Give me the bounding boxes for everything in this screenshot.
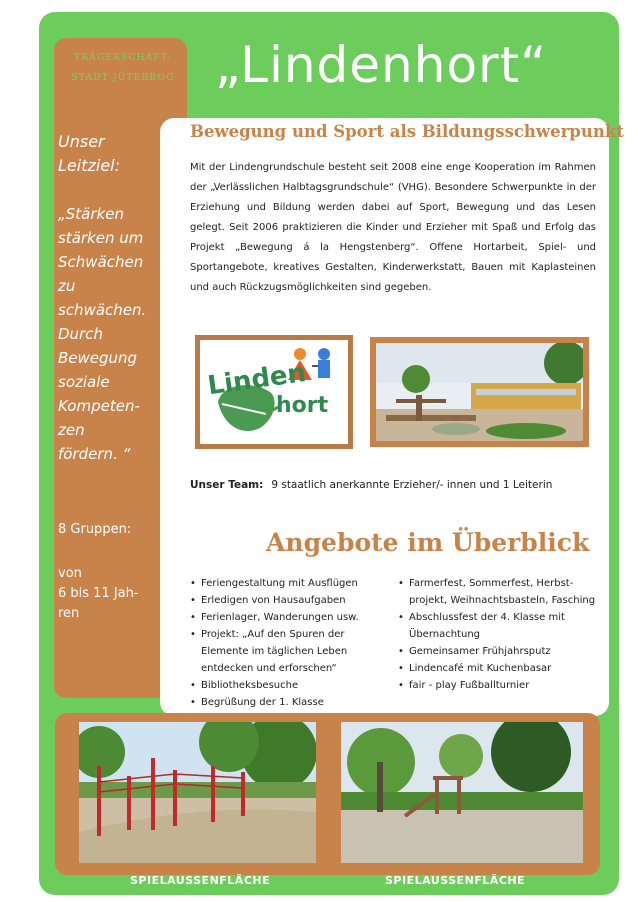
motto — [58, 202, 156, 466]
list-item: • Abschlussfest der 4. Klasse mit Übernachtung — [398, 609, 597, 643]
list-item: • Begrüßung der 1. Klasse — [190, 694, 400, 711]
angebote-list-right — [398, 575, 603, 694]
list-item: • Ferienlager, Wanderungen usw. — [190, 609, 400, 626]
logo-text-hort: hort — [276, 393, 329, 418]
playground-photo-left — [79, 722, 316, 863]
age-line: von — [58, 566, 82, 581]
boy-body — [318, 360, 330, 378]
team-label: Unser Team: — [190, 479, 264, 491]
logo-frame — [195, 335, 353, 449]
angebote-list-left — [190, 575, 400, 711]
logo-graphic — [200, 340, 348, 444]
motto-line: stärken um — [58, 229, 144, 247]
boy-head — [318, 348, 330, 360]
sport-text: Mit der Lindengrundschule besteht seit 2008 eine enge Kooperation im Rahmen der „Verlässlichen Halbtagsgrundschule“ (VHG). Besondere Schwerpunkte in der Erziehung und Bildung werden dabei auf Sport, Bewegung und das Lesen gelegt. Seit 2006 praktizieren die Kinder und Erzieher mit Spaß und Erfolg das Projekt „Bewegung á la Hengstenberg“. Offene Hortarbeit, Spiel- und Sportangebote, kreatives Gestalten, Kinderwerkstatt, Bauen mit Kaplasteinen und auch Rückzugsmöglichkeiten sind gegeben. — [190, 162, 596, 293]
playground-illustration-right — [341, 722, 583, 863]
page-title: „Lindenhort“ — [215, 36, 548, 94]
list-item: • Feriengestaltung mit Ausflügen — [190, 575, 400, 592]
angebote-heading: Angebote im Überblick — [266, 528, 590, 557]
photo-frame — [370, 337, 589, 447]
motto-line: schwächen. — [58, 301, 147, 319]
motto-line: fördern. “ — [58, 445, 131, 463]
logo-text-linden: Linden — [205, 357, 308, 402]
playground-illustration-left — [79, 722, 316, 863]
playground-photo-right — [341, 722, 583, 863]
caption-right: SPIELAUSSENFLÄCHE — [385, 874, 526, 887]
leitziel-line: Unser — [58, 132, 105, 151]
list-item: • Gemeinsamer Frühjahrsputz — [398, 643, 603, 660]
list-item: • Erledigen von Hausaufgaben — [190, 592, 400, 609]
caption-left: SPIELAUSSENFLÄCHE — [130, 874, 271, 887]
age-line: ren — [58, 606, 80, 621]
age-range — [58, 564, 154, 624]
motto-line: Bewegung — [58, 349, 138, 367]
traegerschaft — [58, 48, 188, 88]
list-item: • Farmerfest, Sommerfest, Herbst-projekt, Weihnachtsbasteln, Fasching — [398, 575, 597, 609]
motto-line: Schwächen — [58, 253, 144, 271]
motto-line: Durch — [58, 325, 103, 343]
team-line — [190, 479, 552, 491]
sport-heading: Bewegung und Sport als Bildungsschwerpunkt — [190, 122, 624, 141]
motto-line: zu — [58, 277, 76, 295]
motto-line: „Stärken — [58, 205, 124, 223]
leitziel-heading — [58, 130, 154, 178]
motto-line: Kompeten- — [58, 397, 140, 415]
motto-line: soziale — [58, 373, 110, 391]
building-photo — [376, 343, 583, 441]
list-item: • Projekt: „Auf den Spuren der Elemente im täglichen Leben entdecken und erforschen“ — [190, 626, 379, 677]
building-illustration — [376, 343, 583, 441]
lindenhort-logo — [200, 340, 348, 444]
gruppen-count: 8 Gruppen: — [58, 522, 132, 537]
traeger-line-1: TRÄGERSCHAFT: — [74, 53, 172, 63]
age-line: 6 bis 11 Jah- — [58, 586, 139, 601]
traeger-line-2: STADT JÜTERBOG — [71, 73, 175, 83]
list-item: • fair - play Fußballturnier — [398, 677, 603, 694]
motto-line: zen — [58, 421, 85, 439]
list-item: • Lindencafé mit Kuchenbasar — [398, 660, 603, 677]
team-text: 9 staatlich anerkannte Erzieher/- innen und 1 Leiterin — [271, 479, 553, 491]
leitziel-line: Leitziel: — [58, 156, 120, 175]
list-item: • Bibliotheksbesuche — [190, 677, 400, 694]
